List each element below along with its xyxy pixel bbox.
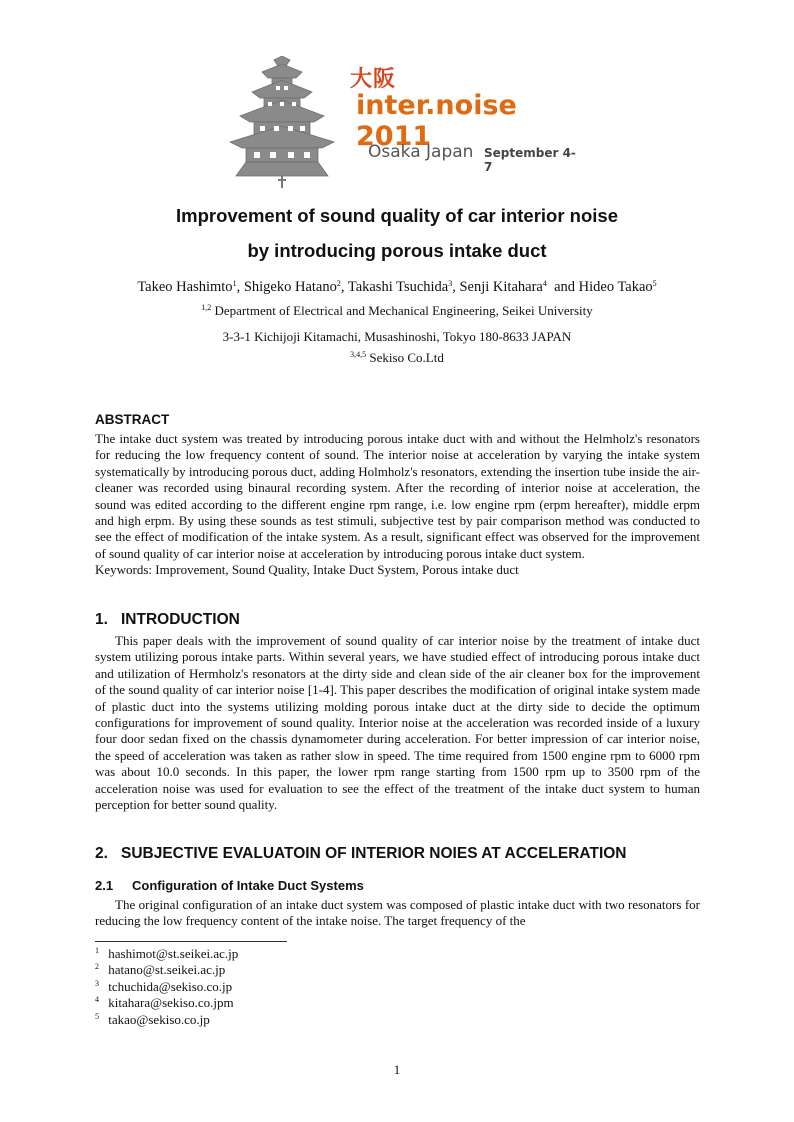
author-name: Takeo Hashimto (137, 279, 233, 295)
footnote-email: hashimot@st.seikei.ac.jp (108, 946, 239, 961)
conference-logo (222, 56, 582, 190)
footnote: 2 hatano@st.seikei.ac.jp (95, 962, 226, 978)
osaka-castle-icon (222, 56, 342, 188)
author-list: Takeo Hashimto$^1$, Shigeko Hatano$^2$, Takashi Tsuchida$^3$, Senji Kitahara$^4$ and Hideo Takao$^5$ (137, 279, 657, 295)
abstract-heading: ABSTRACT (95, 412, 170, 427)
subsection-title: Configuration of Intake Duct Systems (132, 878, 364, 893)
affiliation-mark: 3,4,5 (350, 350, 367, 359)
author-mark: 1 (232, 279, 237, 288)
affiliation-text: Sekiso Co.Ltd (369, 350, 444, 365)
footnote: 4 kitahara@sekiso.co.jpm (95, 995, 234, 1011)
subsection-number: 2.1 (95, 878, 114, 893)
subsection-2-1-body: The original configuration of an intake duct system was composed of plastic intake duct with two resonators for reducing the low frequency content of the intake noise. The target frequency of the (95, 897, 700, 929)
author-name: Shigeko Hatano (243, 279, 337, 295)
abstract-text: The intake duct system was treated by introducing porous intake duct with and without the Helmholz's resonators for reducing the low frequency content of sound. The interior noise at acceleration by varying the intake system systematically by introducing porous duct, adding Holmholz's resonators, extending the insertion tube inside the air-cleaner was recorded using binaural recording system. After the recording of interior noise at acceleration, the sound was edited according to the different engine rpm range, i.e. low engine rpm (erpm hereafter), middle erpm and high erpm. By using these sounds as test stimuli, subjective test by pair comparison method was conducted to see the effect of modification of the intake system. As a result, significant effect was observed for the improvement of sound quality of car interior noise at acceleration by introducing porous intake duct system. (95, 431, 701, 561)
author-mark: 4 (542, 279, 547, 288)
affiliation-university (0, 303, 794, 319)
footnote-divider (95, 941, 287, 942)
section-1-heading (95, 611, 240, 629)
footnote-email: takao@sekiso.co.jp (108, 1011, 210, 1027)
footnote: 5 takao@sekiso.co.jp (95, 1011, 210, 1027)
author-mark: 2 (336, 279, 341, 288)
logo-conference-name: inter.noise 2011 (356, 90, 517, 152)
affiliation-mark: 1,2 (201, 303, 212, 312)
affiliation-text: Department of Electrical and Mechanical Engineering, Seikei University (214, 303, 593, 318)
footnote-email: tchuchida@sekiso.co.jp (108, 978, 233, 994)
author-name: Senji Kitahara (459, 279, 543, 295)
keywords: Keywords: Improvement, Sound Quality, Intake Duct System, Porous intake duct (95, 562, 519, 578)
affiliation-company (0, 350, 794, 366)
paper-title-line-1: Improvement of sound quality of car interior noise (175, 205, 618, 226)
section-title: INTRODUCTION (121, 611, 240, 628)
subsection-2-1-heading (95, 878, 364, 893)
footnotes (95, 946, 238, 1028)
section-1-body: This paper deals with the improvement of sound quality of car interior noise by the treatment of intake duct system utilizing porous intake parts. Within several years, we have studied effect of introducing porous intake duct and utilization of Hermholz's resonators at the dirty side and clean side of the air cleaner box for the improvement of the sound quality of car interior noise [1-4]. This paper describes the modification of original intake system made of plastic duct into the systems utilizing molding porous intake duct at the dirty side to decide the optimum configurations for improvement of sound quality. Interior noise at the acceleration was recorded inside of a luxury four door sedan fixed on the chassis dynamometer during acceleration. For better impression of car interior noise, the speed of acceleration was taken as rather slow in speed. The time required from 1500 engine rpm to 6000 rpm was about 10.0 seconds. In this paper, the lower rpm range starting from 1500 rpm up to 3500 rpm of the acceleration noise was used for evaluation to see the effect of the treatment of the intake duct system to human perception for better sound quality. (95, 633, 700, 813)
author-mark: 5 (652, 279, 657, 288)
affiliation-address: 3-3-1 Kichijoji Kitamachi, Musashinoshi, Tokyo 180-8633 JAPAN (222, 329, 572, 344)
author-name: Hideo Takao (578, 279, 653, 295)
footnote: 3 tchuchida@sekiso.co.jp (95, 978, 233, 994)
page-number: 1 (393, 1062, 401, 1077)
author-name: Takashi Tsuchida (347, 279, 449, 295)
footnote-email: kitahara@sekiso.co.jpm (108, 995, 234, 1011)
logo-kanji: 大阪 (350, 67, 397, 92)
section-number: 2. (95, 845, 108, 862)
paper-title-line-2: by introducing porous intake duct (247, 240, 547, 261)
author-mark: 3 (448, 279, 453, 288)
logo-dates: September 4-7 (484, 146, 576, 174)
section-2-heading (95, 845, 627, 863)
logo-place: Osaka Japan (368, 142, 474, 162)
section-title: SUBJECTIVE EVALUATOIN OF INTERIOR NOIES AT ACCELERATION (121, 845, 627, 862)
footnote-email: hatano@st.seikei.ac.jp (108, 962, 226, 978)
section-number: 1. (95, 611, 108, 628)
abstract-body (95, 431, 700, 579)
footnote: 1 hashimot@st.seikei.ac.jp (95, 946, 239, 961)
